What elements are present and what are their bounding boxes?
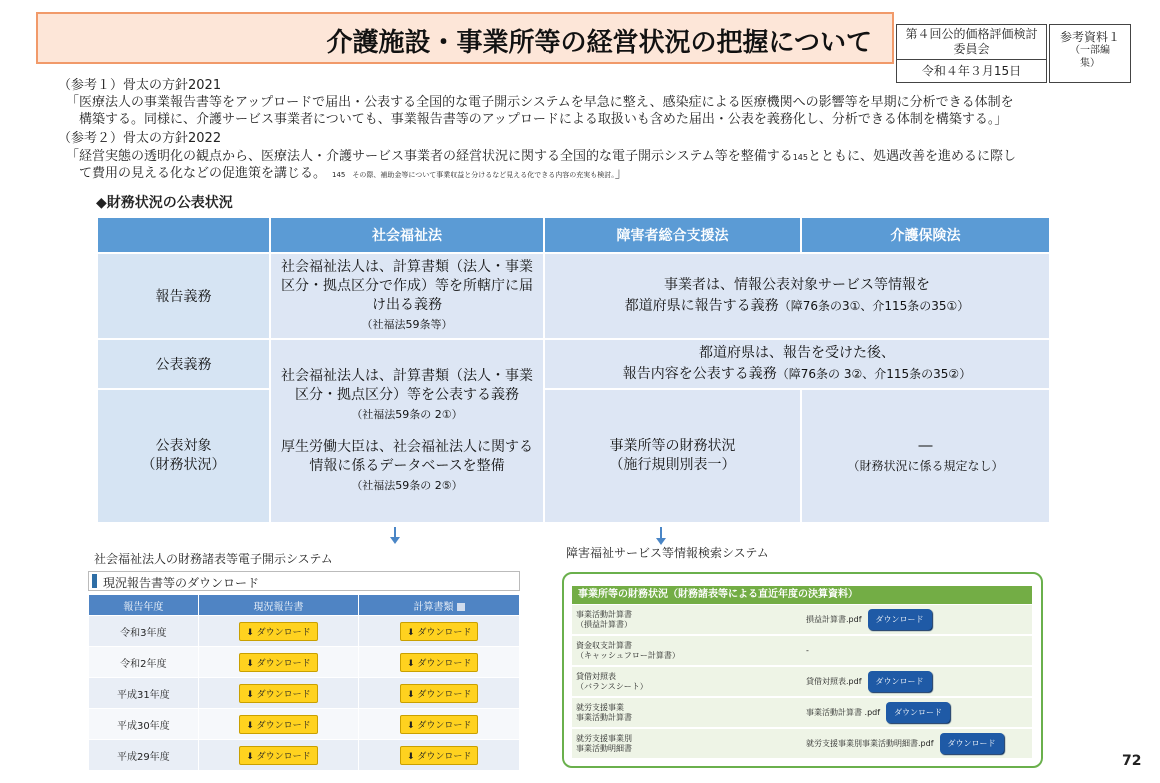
download-label: ダウンロード	[417, 689, 472, 700]
year-cell: 平成29年度	[89, 740, 198, 770]
database-social-welfare-text: 厚生労働大臣は、社会福祉法人に関する情報に係るデータベースを整備	[281, 439, 533, 474]
file-name: 就労支援事業別事業活動明細書.pdf	[806, 739, 934, 748]
page-number: 72	[1122, 753, 1142, 769]
ref1-line2: 構築する。同様に、介護サービス事業者についても、事業報告書等のアップロードによる取扱いも含めた届出・公表を義務化し、分析できる体制を構築する。」	[66, 112, 1008, 127]
arrow-right-line	[660, 527, 662, 538]
section-title: ◆財務状況の公表状況	[96, 195, 233, 211]
year-cell: 平成30年度	[89, 709, 198, 739]
arrow-left-line	[394, 527, 396, 537]
doc-name-line2: 事業活動明細書	[576, 743, 632, 753]
table-row	[572, 728, 1032, 759]
download-cell	[359, 647, 519, 677]
cell-disclosure-social-welfare	[271, 340, 543, 522]
database-social-welfare-ref: （社福法59条の 2⑤）	[351, 479, 463, 492]
download-label: ダウンロード	[256, 627, 311, 638]
row-label-disclosure: 公表義務	[98, 340, 269, 388]
download-section-title: 現況報告書等のダウンロード	[103, 576, 260, 590]
status-report-download-button[interactable]	[239, 653, 317, 672]
download-label: ダウンロード	[256, 689, 311, 700]
status-report-download-button[interactable]	[239, 746, 317, 765]
doc-name-cell	[572, 697, 802, 728]
reporting-social-welfare-ref: （社福法59条等）	[361, 318, 453, 331]
download-table	[88, 594, 520, 771]
footnote-text: 145 その際、補助金等について事業収益と分けるなど見える化できる内容の充実も検討。	[332, 171, 615, 179]
download-section-header	[88, 571, 520, 591]
status-report-download-button[interactable]	[239, 622, 317, 641]
financial-docs-download-button[interactable]	[400, 746, 478, 765]
disclosure-disability-care-ref: （障76条の 3②、介115条の35②）	[776, 367, 972, 381]
target-disability-line2: （施行規則別表一）	[609, 457, 736, 473]
status-report-download-button[interactable]	[239, 684, 317, 703]
disclosure-target-label-line2: （財務状況）	[141, 457, 226, 473]
file-name: -	[806, 646, 809, 655]
reporting-disability-care-line2: 都道府県に報告する義務	[624, 298, 779, 314]
disclosure-target-label-line1: 公表対象	[155, 438, 212, 454]
row-label-reporting: 報告義務	[98, 254, 269, 338]
status-report-download-button[interactable]	[239, 715, 317, 734]
doc-name-cell	[572, 635, 802, 666]
file-cell	[802, 635, 1032, 666]
disclosure-social-welfare-ref: （社福法59条の 2①）	[351, 408, 463, 421]
ref1-line1: 「医療法人の事業報告書等をアップロードで届出・公表する全国的な電子開示システムを早急に整え、感染症による医療機関への影響等を早期に分析できる体制を	[66, 95, 1014, 110]
reference-note2: 集）	[1080, 58, 1100, 69]
col-year: 報告年度	[89, 595, 198, 615]
doc-name-line1: 貸借対照表	[576, 671, 616, 681]
doc-name-cell	[572, 728, 802, 759]
meeting-box	[896, 24, 1047, 60]
download-button[interactable]: ダウンロード	[940, 733, 1004, 754]
file-name: 損益計算書.pdf	[806, 615, 862, 624]
ref2-title: （参考２）骨太の方針2022	[58, 131, 222, 146]
ref2-line1	[66, 149, 1016, 166]
doc-name-line2: （キャッシュフロー計算書）	[576, 650, 680, 660]
cell-disclosure-disability-care	[545, 340, 1049, 388]
reporting-disability-care-line1: 事業者は、情報公表対象サービス等情報を	[664, 277, 930, 293]
table-row	[89, 647, 519, 677]
download-label: ダウンロード	[417, 627, 472, 638]
financial-docs-download-button[interactable]	[400, 653, 478, 672]
ref2-line2	[66, 166, 628, 183]
financial-docs-download-button[interactable]	[400, 715, 478, 734]
col-financial-docs-label: 計算書類	[413, 601, 454, 613]
file-name: 貸借対照表.pdf	[806, 677, 862, 686]
arrow-left-head	[390, 537, 400, 544]
file-cell	[802, 666, 1032, 697]
meeting-name-line2: 委員会	[953, 42, 990, 56]
year-cell: 令和3年度	[89, 616, 198, 646]
ref2-line1-text-b: とともに、処遇改善を進めるに際し	[807, 149, 1016, 164]
download-cell	[359, 678, 519, 708]
reporting-social-welfare-text: 社会福祉法人は、計算書類（法人・事業区分・拠点区分で作成）等を所轄庁に届け出る義務	[281, 259, 533, 313]
download-label: ダウンロード	[256, 751, 311, 762]
page-title: 介護施設・事業所等の経営状況の把握について	[326, 28, 872, 58]
file-cell	[802, 728, 1032, 759]
table-row	[89, 616, 519, 646]
download-icon: ⬇	[406, 689, 418, 700]
header-empty	[98, 218, 269, 252]
header-social-welfare: 社会福祉法	[271, 218, 543, 252]
left-system-caption: 社会福祉法人の財務諸表等電子開示システム	[94, 552, 333, 566]
doc-name-cell	[572, 666, 802, 697]
meeting-date: 令和４年３月15日	[896, 59, 1047, 83]
ref2-line2-text: て費用の見える化などの促進策を講じる。	[66, 166, 327, 181]
download-button[interactable]: ダウンロード	[886, 702, 950, 723]
download-icon: ⬇	[246, 751, 257, 762]
help-icon[interactable]	[457, 603, 465, 611]
financial-docs-download-button[interactable]	[400, 622, 478, 641]
download-icon: ⬇	[246, 627, 257, 638]
target-care-line1: ―	[918, 438, 933, 454]
financial-disclosure-table	[96, 216, 1051, 524]
download-cell	[359, 616, 519, 646]
file-cell	[802, 605, 1032, 635]
ref2-line1-text: 「経営実態の透明化の観点から、医療法人・介護サービス事業者の経営状況に関する全国的な電子開示システム等を整備する	[66, 149, 793, 164]
reference-box	[1049, 24, 1131, 83]
table-row	[572, 666, 1032, 697]
doc-name-line1: 事業活動計算書	[576, 609, 632, 619]
col-financial-docs	[359, 595, 519, 615]
doc-name-cell	[572, 605, 802, 635]
table-row	[572, 605, 1032, 635]
table-row	[89, 678, 519, 708]
reference-label: 参考資料１	[1059, 30, 1120, 44]
file-cell	[802, 697, 1032, 728]
footnote-mark: 145	[792, 153, 808, 162]
reference-note1: （一部編	[1070, 45, 1110, 56]
financial-docs-table	[572, 605, 1032, 760]
download-cell	[199, 678, 359, 708]
table-row	[572, 635, 1032, 666]
download-cell	[199, 709, 359, 739]
ref2-close-quote: 」	[614, 166, 628, 181]
reporting-disability-care-ref: （障76条の3①、介115条の35①）	[778, 299, 970, 313]
header-accent-bar	[92, 574, 97, 588]
ref1-title: （参考１）骨太の方針2021	[58, 78, 222, 93]
download-button[interactable]: ダウンロード	[868, 609, 932, 630]
disclosure-disability-care-line1: 都道府県は、報告を受けた後、	[699, 345, 895, 361]
target-disability-line1: 事業所等の財務状況	[609, 438, 736, 454]
download-icon: ⬇	[246, 658, 257, 669]
cell-target-disability	[545, 390, 800, 522]
download-label: ダウンロード	[256, 720, 311, 731]
meeting-name-line1: 第４回公的価格評価検討	[905, 27, 1038, 41]
year-cell: 令和2年度	[89, 647, 198, 677]
disclosure-social-welfare-text: 社会福祉法人は、計算書類（法人・事業区分・拠点区分）等を公表する義務	[281, 368, 533, 403]
target-care-line2: （財務状況に係る規定なし）	[847, 459, 1004, 473]
download-label: ダウンロード	[417, 658, 472, 669]
download-icon: ⬇	[246, 720, 257, 731]
download-cell	[199, 616, 359, 646]
header-disability-support: 障害者総合支援法	[545, 218, 800, 252]
title-banner	[36, 12, 894, 64]
download-cell	[199, 740, 359, 770]
disclosure-disability-care-line2: 報告内容を公表する義務	[622, 366, 777, 382]
col-status-report: 現況報告書	[199, 595, 359, 615]
download-cell	[359, 709, 519, 739]
doc-name-line1: 就労支援事業	[576, 702, 624, 712]
download-icon: ⬇	[406, 720, 418, 731]
download-label: ダウンロード	[417, 720, 472, 731]
download-label: ダウンロード	[256, 658, 311, 669]
header-long-term-care: 介護保険法	[802, 218, 1049, 252]
table-row	[89, 740, 519, 770]
year-cell: 平成31年度	[89, 678, 198, 708]
right-system-header: 事業所等の財務状況（財務諸表等による直近年度の決算資料）	[572, 586, 1032, 604]
financial-docs-download-button[interactable]	[400, 684, 478, 703]
download-icon: ⬇	[406, 627, 418, 638]
download-label: ダウンロード	[417, 751, 472, 762]
right-system-caption: 障害福祉サービス等情報検索システム	[566, 546, 769, 560]
file-name: 事業活動計算書 .pdf	[806, 708, 881, 717]
doc-name-line1: 資金収支計算書	[576, 640, 632, 650]
doc-name-line2: 事業活動計算書	[576, 712, 632, 722]
download-icon: ⬇	[406, 751, 418, 762]
doc-name-line2: （損益計算書）	[576, 619, 632, 629]
cell-reporting-disability-care	[545, 254, 1049, 338]
download-button[interactable]: ダウンロード	[868, 671, 932, 692]
doc-name-line1: 就労支援事業別	[576, 733, 632, 743]
download-icon: ⬇	[406, 658, 418, 669]
row-label-disclosure-target	[98, 390, 269, 522]
doc-name-line2: （バランスシート）	[576, 681, 648, 691]
table-row	[572, 697, 1032, 728]
download-cell	[199, 647, 359, 677]
cell-target-care	[802, 390, 1049, 522]
cell-reporting-social-welfare	[271, 254, 543, 338]
download-icon: ⬇	[246, 689, 257, 700]
download-cell	[359, 740, 519, 770]
table-row	[89, 709, 519, 739]
